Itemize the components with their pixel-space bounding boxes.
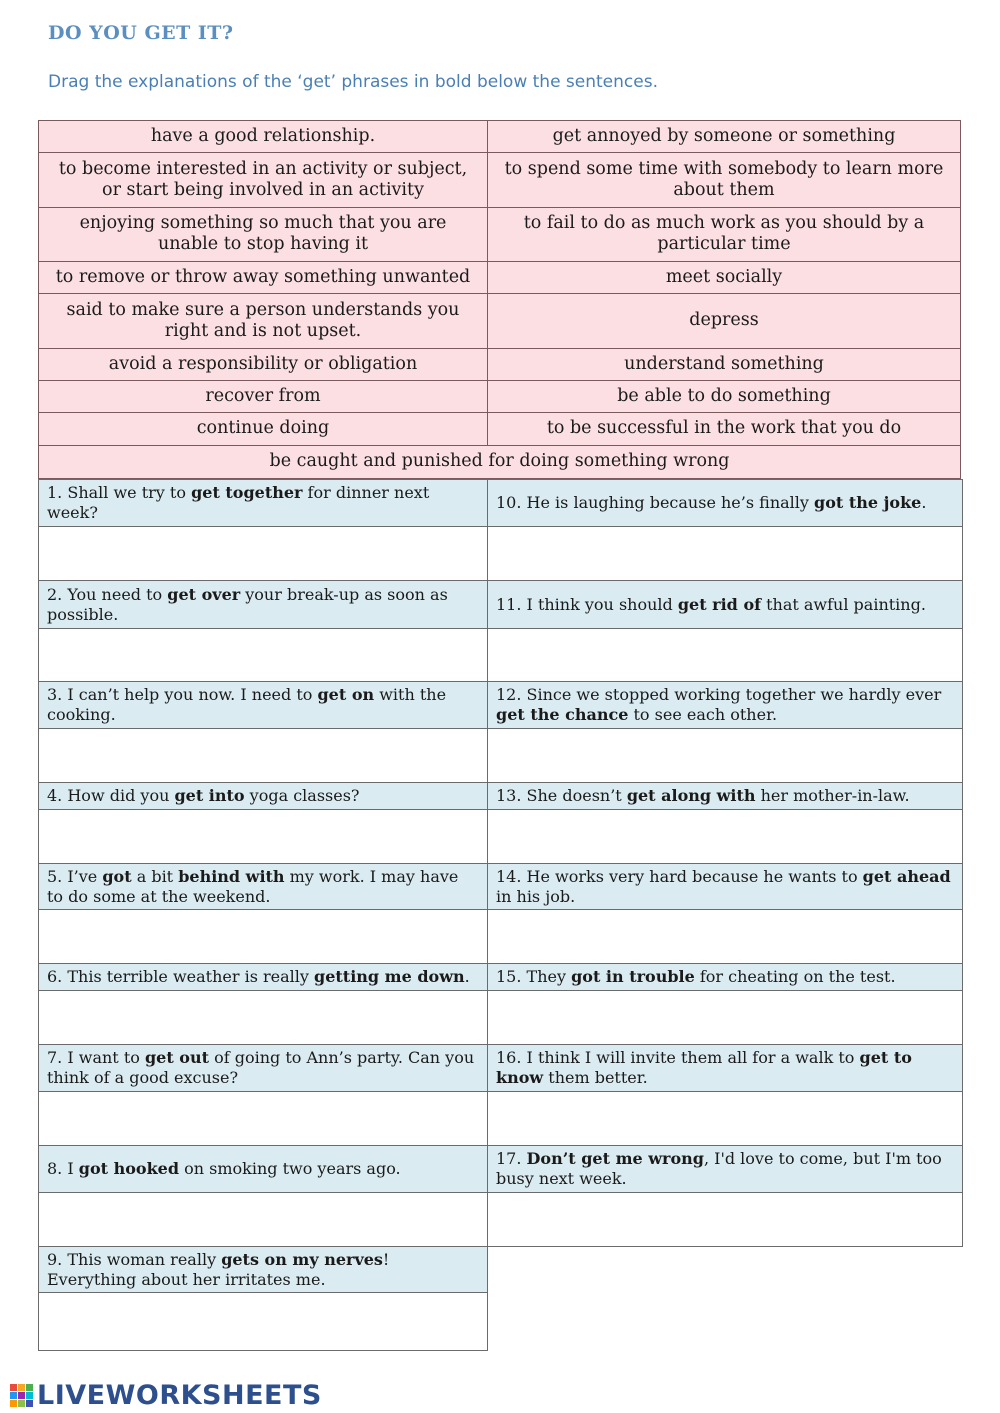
sentence-text: her mother-in-law. bbox=[755, 786, 910, 805]
sentence-text: 7. I want to bbox=[47, 1048, 145, 1067]
get-phrase: get along with bbox=[626, 786, 756, 805]
answer-drop-zone[interactable] bbox=[38, 990, 488, 1045]
sentence-text: 11. I think you should bbox=[496, 594, 678, 614]
explanation-option[interactable]: get annoyed by someone or something bbox=[488, 121, 961, 153]
explanation-option[interactable]: recover from bbox=[39, 381, 488, 413]
sentence-text: on smoking two years ago. bbox=[179, 1159, 401, 1178]
sentence-text: 9. This woman really bbox=[47, 1249, 222, 1269]
sentence-text: 16. I think I will invite them all for a walk to bbox=[496, 1048, 860, 1067]
sentence-text: . bbox=[464, 967, 470, 986]
get-phrase: get on bbox=[317, 685, 375, 704]
sentence-text: 17. bbox=[496, 1149, 527, 1168]
sentence-cell bbox=[38, 681, 488, 729]
explanation-option[interactable]: to become interested in an activity or subject, or start being involved in an activity bbox=[39, 153, 488, 208]
sentence-text: them better. bbox=[543, 1068, 648, 1087]
sentence-text: a bit bbox=[131, 866, 179, 886]
answer-drop-zone[interactable] bbox=[38, 1292, 488, 1351]
explanation-option[interactable]: to remove or throw away something unwanted bbox=[39, 262, 488, 294]
sentence-text: 6. This terrible weather is really bbox=[47, 967, 315, 986]
sentence-text: 13. She doesn’t bbox=[496, 786, 627, 805]
answer-drop-zone[interactable] bbox=[487, 1192, 963, 1247]
explanation-option[interactable]: meet socially bbox=[488, 262, 961, 294]
get-phrase: gets on my nerves bbox=[221, 1249, 383, 1269]
get-phrase: get out bbox=[144, 1048, 209, 1067]
sentence-cell bbox=[38, 580, 488, 629]
sentence-cell bbox=[38, 863, 488, 910]
answer-drop-zone[interactable] bbox=[38, 909, 488, 964]
sentence-text: . bbox=[921, 493, 927, 512]
sentence-cell bbox=[487, 580, 963, 629]
explanation-option[interactable]: enjoying something so much that you are unable to stop having it bbox=[39, 208, 488, 262]
sentence-cell bbox=[487, 963, 963, 991]
answer-drop-zone[interactable] bbox=[38, 628, 488, 682]
sentence-cell bbox=[38, 1246, 488, 1293]
answer-drop-zone[interactable] bbox=[487, 909, 963, 964]
get-phrase: get the chance bbox=[496, 705, 629, 724]
sentence-text: 3. I can’t help you now. I need to bbox=[47, 685, 318, 704]
explanation-option[interactable]: said to make sure a person understands you right and is not upset. bbox=[39, 294, 488, 349]
get-phrase: got hooked bbox=[78, 1159, 180, 1178]
sentence-text: , I'd love to come, but I'm too busy next week. bbox=[496, 1149, 942, 1188]
worksheet-title: DO YOU GET IT? bbox=[48, 22, 234, 44]
get-phrase: got the joke bbox=[814, 493, 922, 512]
get-phrase: get rid of bbox=[677, 594, 761, 614]
answer-drop-zone[interactable] bbox=[487, 990, 963, 1045]
get-phrase: get to know bbox=[496, 1048, 912, 1087]
sentence-text: 2. You need to bbox=[47, 584, 168, 604]
sentence-cell bbox=[38, 479, 488, 527]
sentence-text: for cheating on the test. bbox=[694, 967, 896, 986]
answer-drop-zone[interactable] bbox=[38, 1091, 488, 1146]
explanation-option[interactable]: be able to do something bbox=[488, 381, 961, 413]
sentence-text: of going to Ann’s party. Can you think of a good excuse? bbox=[47, 1048, 475, 1087]
explanation-option[interactable]: be caught and punished for doing something wrong bbox=[39, 446, 961, 479]
sentence-text: to see each other. bbox=[628, 705, 778, 724]
answer-drop-zone[interactable] bbox=[487, 628, 963, 682]
answer-drop-zone[interactable] bbox=[38, 809, 488, 864]
answer-drop-zone[interactable] bbox=[38, 728, 488, 783]
sentence-text: that awful painting. bbox=[761, 594, 926, 614]
sentence-text: 1. Shall we try to bbox=[47, 483, 192, 502]
sentence-text: with the cooking. bbox=[47, 685, 447, 724]
sentence-text: 8. I bbox=[47, 1159, 79, 1178]
sentence-text: yoga classes? bbox=[244, 786, 360, 805]
sentence-text: your break-up as soon as possible. bbox=[47, 584, 448, 624]
sentence-text: my work. I may have to do some at the weekend. bbox=[47, 866, 459, 906]
get-phrase: behind with bbox=[178, 866, 285, 886]
answer-drop-zone[interactable] bbox=[38, 1192, 488, 1247]
sentence-cell bbox=[487, 681, 963, 729]
sentence-text: ! Everything about her irritates me. bbox=[47, 1249, 390, 1289]
get-phrase: get together bbox=[191, 483, 303, 502]
get-phrase: getting me down bbox=[314, 967, 465, 986]
explanation-option[interactable]: to be successful in the work that you do bbox=[488, 413, 961, 446]
sentence-cell bbox=[487, 1145, 963, 1193]
explanation-option[interactable]: have a good relationship. bbox=[39, 121, 488, 153]
explanation-option[interactable]: to spend some time with somebody to learn more about them bbox=[488, 153, 961, 208]
explanation-option[interactable]: avoid a responsibility or obligation bbox=[39, 349, 488, 381]
sentence-text: 14. He works very hard because he wants to bbox=[496, 866, 863, 886]
sentence-cell bbox=[38, 1145, 488, 1193]
sentence-cell bbox=[487, 863, 963, 910]
sentence-cell bbox=[487, 782, 963, 810]
explanation-option[interactable]: understand something bbox=[488, 349, 961, 381]
sentence-cell bbox=[487, 479, 963, 527]
answer-drop-zone[interactable] bbox=[487, 728, 963, 783]
get-phrase: got bbox=[102, 866, 132, 886]
explanations-table bbox=[38, 120, 961, 479]
get-phrase: Don’t get me wrong bbox=[526, 1149, 704, 1168]
sentence-text: 4. How did you bbox=[47, 786, 175, 805]
answer-drop-zone[interactable] bbox=[487, 1091, 963, 1146]
answer-drop-zone[interactable] bbox=[487, 809, 963, 864]
sentence-text: 5. I’ve bbox=[47, 866, 103, 886]
sentence-text: 10. He is laughing because he’s finally bbox=[496, 493, 815, 512]
explanation-option[interactable]: depress bbox=[488, 294, 961, 349]
get-phrase: get over bbox=[167, 584, 241, 604]
sentence-text: 15. They bbox=[496, 967, 572, 986]
sentence-cell bbox=[38, 963, 488, 991]
liveworksheets-logo bbox=[10, 1380, 322, 1411]
sentence-text: in his job. bbox=[496, 886, 576, 906]
sentence-text: for dinner next week? bbox=[47, 483, 430, 522]
liveworksheets-blocks-icon bbox=[10, 1384, 34, 1408]
sentence-text: 12. Since we stopped working together we hardly ever bbox=[496, 685, 942, 704]
answer-drop-zone[interactable] bbox=[487, 526, 963, 581]
get-phrase: get ahead bbox=[862, 866, 951, 886]
get-phrase: got in trouble bbox=[571, 967, 695, 986]
get-phrase: get into bbox=[174, 786, 245, 805]
sentence-cell bbox=[487, 1044, 963, 1092]
explanation-option[interactable]: to fail to do as much work as you should by a particular time bbox=[488, 208, 961, 262]
answer-drop-zone[interactable] bbox=[38, 526, 488, 581]
sentence-cell bbox=[38, 782, 488, 810]
logo-text: LIVEWORKSHEETS bbox=[37, 1380, 322, 1411]
sentence-cell bbox=[38, 1044, 488, 1092]
instruction-text: Drag the explanations of the ‘get’ phrases in bold below the sentences. bbox=[48, 72, 658, 92]
explanation-option[interactable]: continue doing bbox=[39, 413, 488, 446]
